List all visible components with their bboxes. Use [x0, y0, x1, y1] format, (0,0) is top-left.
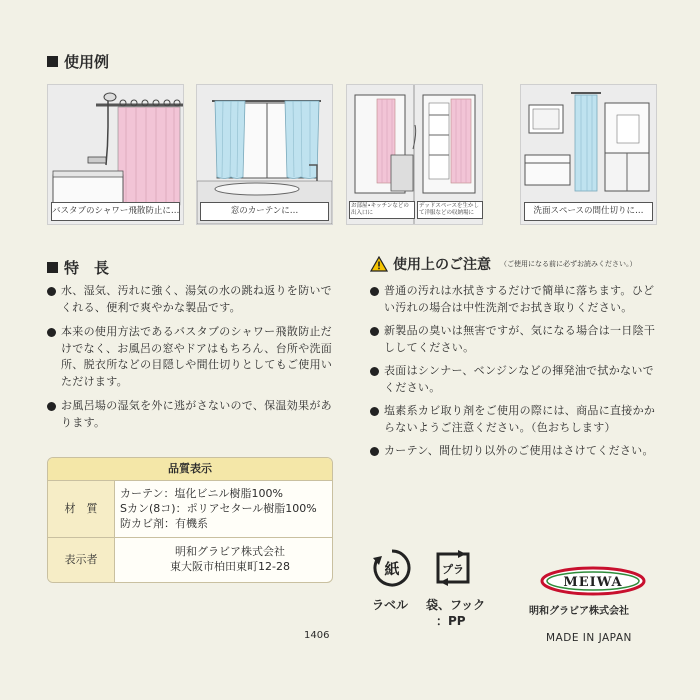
quality-material-row	[48, 481, 332, 538]
list-item: 水、湿気、汚れに強く、湯気の水の跳ね返りを防いでくれる、便利で爽やかな製品です。	[47, 283, 333, 316]
maker-value	[128, 544, 332, 574]
list-item: お風呂場の湿気を外に逃がさないので、保温効果があります。	[47, 398, 333, 431]
usage-heading	[47, 51, 109, 72]
maker-line: 明和グラビア株式会社	[175, 545, 285, 558]
quality-maker-row	[48, 538, 332, 582]
list-item: 塩素系カビ取り剤をご使用の際には、商品に直接かからないようご注意ください。（色おちします）	[370, 403, 660, 436]
usage-caption-bathtub: バスタブのシャワー飛散防止に…	[51, 202, 180, 221]
cautions-note: （ご使用になる前に必ずお読みください。）	[500, 260, 637, 268]
list-item: カーテン、間仕切り以外のご使用はさけてください。	[370, 443, 660, 460]
usage-panel-bathtub	[47, 84, 184, 225]
cautions-heading	[370, 254, 637, 274]
maker-line: 東大阪市柏田東町12-28	[170, 560, 290, 573]
list-item: 新製品の臭いは無害ですが、気になる場合は一日陰干ししてください。	[370, 323, 660, 356]
list-item: 普通の汚れは水拭きするだけで簡単に落ちます。ひどい汚れの場合は中性洗剤でお拭き取りください。	[370, 283, 660, 316]
usage-caption-doorway: お部屋•キッチンなどの出入口に	[349, 201, 415, 219]
material-value	[120, 486, 317, 531]
square-bullet-icon	[47, 56, 58, 67]
list-item: 表面はシンナー、ベンジンなどの揮発油で拭かないでください。	[370, 363, 660, 396]
maker-label: 表示者	[48, 538, 115, 582]
usage-panel-washroom	[520, 84, 657, 225]
features-list	[47, 283, 333, 431]
material-line: カーテン：塩化ビニル樹脂100%	[120, 487, 283, 500]
plastic-mark-text: プラ	[442, 563, 464, 576]
product-code: 1406	[304, 630, 330, 641]
made-in-label: MADE IN JAPAN	[546, 632, 632, 644]
usage-title: 使用例	[64, 53, 110, 71]
plastic-label: 袋、フック	[426, 598, 486, 612]
material-label: 材 質	[48, 481, 115, 537]
warning-icon	[370, 256, 388, 272]
paper-recycle-icon	[372, 548, 412, 588]
features-heading	[47, 257, 109, 278]
list-item: 本来の使用方法であるバスタブのシャワー飛散防止だけでなく、お風呂の窓やドアはもちろん、台所や洗面所、脱衣所などの目隠しや間仕切りとしてもご使用いただけます。	[47, 324, 333, 390]
plastic-recycle-icon	[432, 548, 474, 588]
meiwa-logo	[540, 566, 646, 596]
cautions-title: 使用上のご注意	[393, 257, 491, 273]
usage-panel-doorway	[346, 84, 483, 225]
cautions-list	[370, 283, 660, 460]
plastic-label-material: ：PP	[436, 614, 466, 628]
material-line: Sカン(8コ)：ポリアセタール樹脂100%	[120, 502, 317, 515]
usage-caption-storage: デッドスペースを生かして洋服などの収納場に	[417, 201, 483, 219]
usage-caption-window: 窓のカーテンに…	[200, 202, 329, 221]
features-title: 特 長	[64, 259, 110, 277]
company-name: 明和グラビア株式会社	[529, 606, 629, 617]
paper-mark-text: 紙	[384, 560, 400, 578]
usage-caption-washroom: 洗面スペースの間仕切りに…	[524, 202, 653, 221]
square-bullet-icon	[47, 262, 58, 273]
quality-title: 品質表示	[48, 458, 332, 481]
quality-table	[47, 457, 333, 583]
usage-panel-window	[196, 84, 333, 225]
logo-text: MEIWA	[563, 575, 623, 590]
meiwa-logo-graphic	[540, 566, 646, 596]
material-line: 防カビ剤：有機系	[120, 517, 208, 530]
paper-label: ラベル	[372, 598, 409, 612]
plastic-recycle-mark	[432, 548, 474, 588]
paper-recycle-mark	[372, 548, 412, 588]
